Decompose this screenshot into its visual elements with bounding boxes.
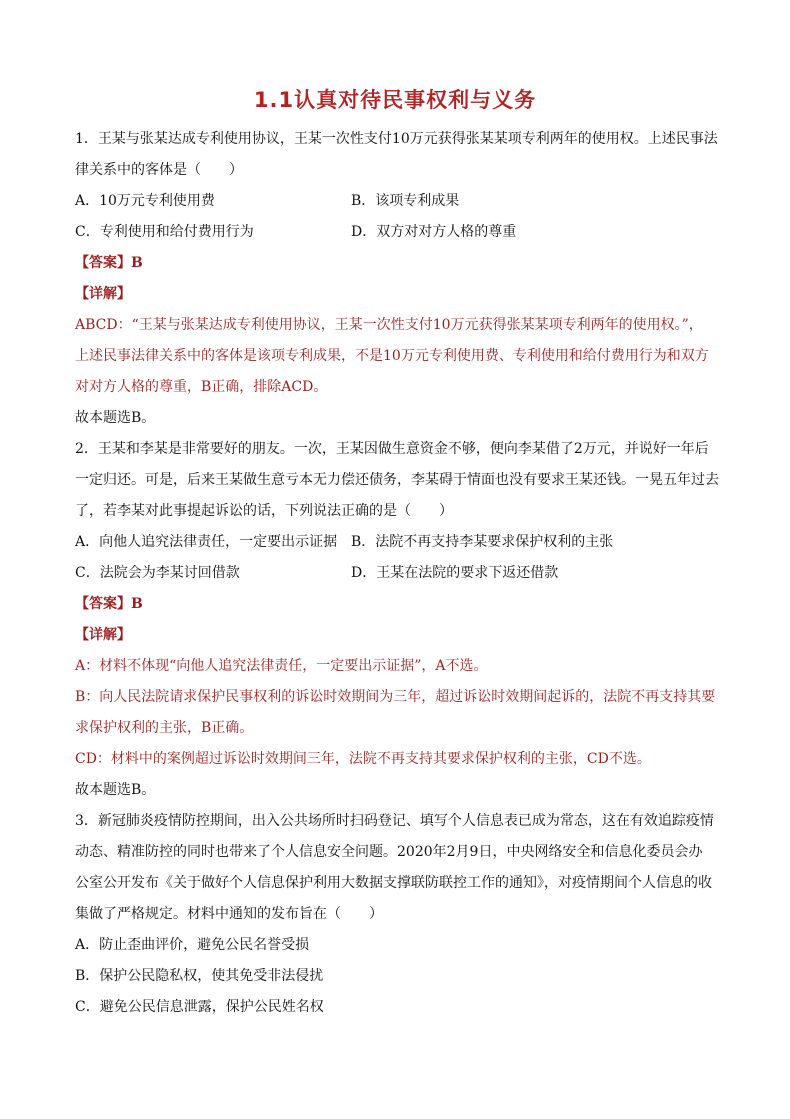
question-1-options-row-2 <box>75 217 715 248</box>
question-3-line-2: 动态、精准防控的同时也带来了个人信息安全问题。2020年2月9日，中央网络安全和信息化委员会办 <box>75 844 703 860</box>
explanation-line: A：材料不体现“向他人追究法律责任，一定要出示证据”，A不选。 <box>75 658 488 674</box>
conclusion-text: 故本题选B。 <box>75 410 156 426</box>
option-a: A．向他人追究法律责任，一定要出示证据 <box>75 534 338 550</box>
option-b: B．该项专利成果 <box>351 193 460 209</box>
answer-label: 【答案】B <box>75 255 143 271</box>
question-3-line-1: 3．新冠肺炎疫情防控期间，出入公共场所时扫码登记、填写个人信息表已成为常态，这在有效追踪疫情 <box>75 813 714 829</box>
explanation-line: 对对方人格的尊重，B正确，排除ACD。 <box>75 379 328 395</box>
question-1-options-row-1 <box>75 186 715 217</box>
explanation-line: 上述民事法律关系中的客体是该项专利成果，不是10万元专利使用费、专利使用和给付费用行为和双方 <box>75 348 709 364</box>
question-2-line-2: 一定归还。可是，后来王某做生意亏本无力偿还债务，李某碍于情面也没有要求王某还钱。一晃五年过去 <box>75 472 719 488</box>
option-a: A．10万元专利使用费 <box>75 193 215 209</box>
option-a: A．防止歪曲评价，避免公民名誉受损 <box>75 937 310 953</box>
option-d: D．王某在法院的要求下返还借款 <box>351 565 559 581</box>
question-2-options-row-1 <box>75 527 715 558</box>
explanation-line: ABCD：“王某与张某达成专利使用协议，王某一次性支付10万元获得张某某项专利两年的使用权。”， <box>75 317 703 333</box>
question-1-line-2: 律关系中的客体是（ ） <box>75 162 243 178</box>
explanation-line: 求保护权利的主张，B正确。 <box>75 720 254 736</box>
option-c: C．专利使用和给付费用行为 <box>75 224 254 240</box>
question-3-line-4: 集做了严格规定。材料中通知的发布旨在（ ） <box>75 906 383 922</box>
question-3-line-3: 公室公开发布《关于做好个人信息保护利用大数据支撑联防联控工作的通知》，对疫情期间个人信息的收 <box>75 875 712 891</box>
question-2-options-row-2 <box>75 558 715 589</box>
option-b: B．法院不再支持李某要求保护权利的主张 <box>351 534 614 550</box>
detail-label: 【详解】 <box>75 627 131 643</box>
conclusion-text: 故本题选B。 <box>75 782 156 798</box>
page-title: 1.1认真对待民事权利与义务 <box>253 88 537 112</box>
option-c: C．法院会为李某讨回借款 <box>75 565 240 581</box>
answer-label: 【答案】B <box>75 596 143 612</box>
option-c: C．避免公民信息泄露，保护公民姓名权 <box>75 999 324 1015</box>
option-d: D．双方对对方人格的尊重 <box>351 224 517 240</box>
explanation-line: CD：材料中的案例超过诉讼时效期间三年，法院不再支持其要求保护权利的主张，CD不选。 <box>75 751 651 767</box>
question-2-line-1: 2．王某和李某是非常要好的朋友。一次，王某因做生意资金不够，便向李某借了2万元，并说好一年后 <box>75 441 709 457</box>
question-2-line-3: 了，若李某对此事提起诉讼的话，下列说法正确的是（ ） <box>75 503 453 519</box>
explanation-line: B：向人民法院请求保护民事权利的诉讼时效期间为三年，超过诉讼时效期间起诉的，法院不再支持其要 <box>75 689 716 705</box>
detail-label: 【详解】 <box>75 286 131 302</box>
option-b: B．保护公民隐私权，使其免受非法侵扰 <box>75 968 324 984</box>
document-body <box>75 124 719 1023</box>
question-1-line-1: 1．王某与张某达成专利使用协议，王某一次性支付10万元获得张某某项专利两年的使用权。上述民事法 <box>75 131 718 147</box>
